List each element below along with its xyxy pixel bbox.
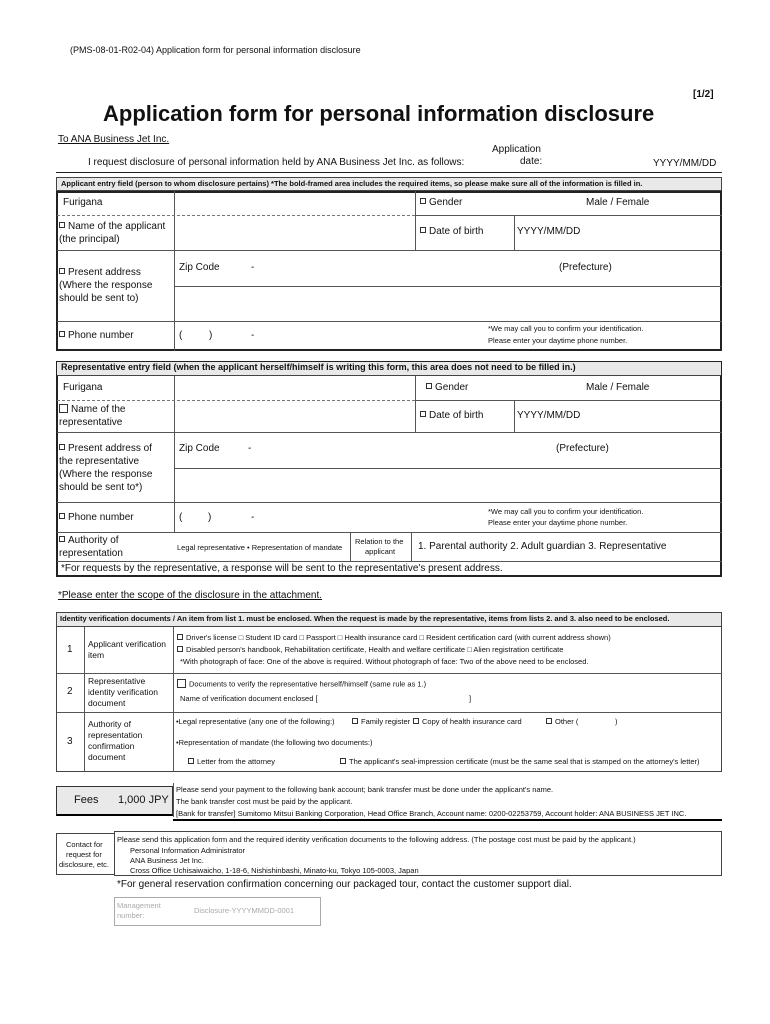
identity-num-divider — [84, 627, 85, 772]
rep-dob-label-text: Date of birth — [429, 410, 484, 421]
rep-zip-dash[interactable]: - — [248, 443, 252, 454]
identity-row-2-label: Representative — [88, 676, 146, 686]
identity-row-2-line-1 — [177, 679, 426, 690]
rep-furigana-input[interactable] — [175, 377, 414, 399]
rep-address-label-2: the representative — [59, 456, 140, 467]
other-option-close: ) — [615, 717, 618, 726]
identity-row-1-num: 1 — [67, 644, 73, 655]
rep-phone-note-1: *We may call you to confirm your identification. — [488, 507, 644, 516]
applicant-phone-paren-open[interactable]: ( — [179, 330, 183, 341]
application-date-label: Application — [492, 144, 541, 155]
rep-authority-label-text: Authority of — [68, 535, 119, 546]
applicant-dob-value[interactable]: YYYY/MM/DD — [517, 226, 581, 237]
rep-relation-divider-2 — [411, 532, 412, 561]
applicant-address-bottom — [57, 321, 722, 322]
other-option — [546, 717, 578, 726]
identity-row-1-line-1 — [177, 633, 611, 642]
rep-gender-label — [426, 382, 468, 394]
applicant-zip-label: Zip Code — [179, 262, 220, 273]
checkbox-icon[interactable] — [59, 513, 65, 519]
header-rule — [56, 172, 722, 173]
rep-prefecture[interactable]: (Prefecture) — [556, 443, 609, 454]
rep-relation-divider-1 — [350, 532, 351, 561]
rep-col-divider-3 — [514, 400, 515, 432]
health-insurance-copy-option-text: Copy of health insurance card — [422, 717, 522, 726]
applicant-dob-label-text: Date of birth — [429, 226, 484, 237]
identity-row-2-label-3: document — [88, 698, 126, 708]
identity-row-2-line-2-close: ] — [469, 694, 472, 703]
contact-label-2: request for — [66, 850, 102, 859]
checkbox-icon[interactable] — [59, 404, 68, 413]
applicant-furigana-label: Furigana — [63, 197, 103, 208]
rep-address-label-4: should be sent to*) — [59, 482, 143, 493]
checkbox-icon[interactable] — [420, 198, 426, 204]
applicant-name-bottom — [57, 250, 722, 251]
identity-row-1-line-2-text: Disabled person's handbook, Rehabilitation certificate, Health and welfare certificate □ Alien registration certificate — [186, 645, 564, 654]
identity-row-2-line-2: Name of verification document enclosed [ — [180, 694, 318, 703]
addressee: To ANA Business Jet Inc. — [58, 134, 170, 145]
rep-relation-options[interactable]: 1. Parental authority 2. Adult guardian 3. Representative — [418, 541, 667, 552]
applicant-name-input[interactable] — [175, 216, 414, 249]
management-number-label: Management — [117, 901, 161, 910]
rep-dob-value[interactable]: YYYY/MM/DD — [517, 410, 581, 421]
checkbox-icon[interactable] — [59, 222, 65, 228]
scope-note: *Please enter the scope of the disclosure in the attachment. — [58, 590, 323, 601]
applicant-phone-label-text: Phone number — [68, 330, 134, 341]
attorney-letter-option-text: Letter from the attorney — [197, 757, 275, 766]
identity-row-3-num: 3 — [67, 736, 73, 747]
rep-footer-note: *For requests by the representative, a response will be sent to the representative's present address. — [61, 563, 503, 574]
identity-row-3-line-2: •Representation of mandate (the following two documents:) — [176, 738, 373, 747]
page-indicator: [1/2] — [693, 89, 714, 100]
family-register-option-text: Family register — [361, 717, 411, 726]
applicant-address-label-3: should be sent to) — [59, 293, 139, 304]
rep-relation-label-2: applicant — [365, 547, 396, 556]
checkbox-icon[interactable] — [420, 411, 426, 417]
rep-name-input[interactable] — [175, 401, 414, 431]
page-title: Application form for personal information disclosure — [103, 101, 655, 126]
identity-row-1-line-3: *With photograph of face: One of the above is required. Without photograph of face: Two of the above need to be enclosed. — [180, 657, 589, 666]
representative-banner — [57, 362, 721, 376]
rep-phone-paren-open[interactable]: ( — [179, 512, 183, 523]
rep-gender-divider — [415, 400, 722, 401]
checkbox-icon[interactable] — [177, 646, 183, 652]
applicant-phone-dash[interactable]: - — [251, 330, 255, 341]
representative-banner-text: Representative entry field (when the applicant herself/himself is writing this form, this area does not need to be filled in.) — [61, 362, 576, 372]
fees-bottom-rule — [173, 819, 722, 821]
seal-certificate-option-text: The applicant's seal-impression certificate (must be the same seal that is stamped on the attorney's letter) — [349, 757, 700, 766]
applicant-phone-note-2: Please enter your daytime phone number. — [488, 336, 628, 345]
rep-gender-label-text: Gender — [435, 382, 469, 393]
rep-name-label — [59, 404, 125, 416]
checkbox-icon[interactable] — [59, 268, 65, 274]
rep-authority-bottom — [57, 561, 722, 562]
checkbox-icon[interactable] — [413, 718, 419, 724]
rep-phone-note-2: Please enter your daytime phone number. — [488, 518, 628, 527]
rep-phone-bottom — [57, 532, 722, 533]
identity-row-3-label-3: confirmation — [88, 741, 135, 751]
identity-banner — [57, 613, 721, 627]
applicant-col-divider-3 — [514, 215, 515, 250]
fees-amount: 1,000 JPY — [118, 794, 169, 806]
identity-row-3-label: Authority of — [88, 719, 131, 729]
checkbox-icon[interactable] — [352, 718, 358, 724]
applicant-dob-label — [420, 226, 483, 238]
identity-row-3-label-2: representation — [88, 730, 143, 740]
rep-phone-paren-close[interactable]: ) — [208, 512, 212, 523]
applicant-gender-label — [420, 197, 462, 209]
contact-label: Contact for — [66, 840, 103, 849]
rep-phone-label — [59, 512, 134, 524]
rep-address-label-text: Present address of — [68, 443, 152, 454]
applicant-banner — [56, 177, 722, 191]
application-date-value[interactable]: YYYY/MM/DD — [653, 158, 717, 169]
checkbox-icon[interactable] — [188, 758, 194, 764]
applicant-address-label-2: (Where the response — [59, 280, 153, 291]
rep-name-label-text: Name of the — [71, 404, 126, 416]
identity-row-1-label: Applicant verification — [88, 639, 166, 649]
checkbox-icon[interactable] — [340, 758, 346, 764]
checkbox-icon[interactable] — [420, 227, 426, 233]
checkbox-icon[interactable] — [177, 679, 186, 688]
rep-dob-label — [420, 410, 483, 422]
applicant-name-label-text: Name of the applicant — [68, 221, 166, 232]
applicant-gender-label-text: Gender — [429, 197, 463, 208]
identity-row-3-label-4: document — [88, 752, 126, 762]
fees-line-3: [Bank for transfer] Sumitomo Mitsui Banking Corporation, Head Office Branch, Account name: 0200-02253759, Account holder: ANA BUSINESS JET INC. — [176, 809, 687, 818]
applicant-prefecture[interactable]: (Prefecture) — [559, 262, 612, 273]
other-option-text: Other ( — [555, 717, 579, 726]
applicant-phone-label — [59, 330, 134, 342]
identity-row-2-label-2: identity verification — [88, 687, 158, 697]
checkbox-icon[interactable] — [426, 383, 432, 389]
contact-line-3: ANA Business Jet Inc. — [130, 856, 204, 865]
identity-row-2-bottom — [57, 712, 722, 713]
rep-authority-label — [59, 535, 119, 547]
rep-gender-value[interactable]: Male / Female — [586, 382, 650, 393]
applicant-address-label — [59, 267, 141, 279]
identity-row-1-label-2: item — [88, 650, 105, 660]
applicant-phone-paren-close[interactable]: ) — [209, 330, 213, 341]
fees-label: Fees — [74, 794, 99, 806]
applicant-col-divider-2 — [415, 191, 416, 250]
identity-banner-text: Identity verification documents / An item from list 1. must be enclosed. When the request is made by the representative, items from lists 2. and 3. also need to be enclosed. — [60, 614, 670, 623]
identity-row-3-line-1: •Legal representative (any one of the following:) — [176, 717, 335, 726]
applicant-name-label-2: (the principal) — [59, 234, 120, 245]
applicant-phone-note-1: *We may call you to confirm your identification. — [488, 324, 644, 333]
health-insurance-copy-option — [413, 717, 522, 726]
identity-row-2-num: 2 — [67, 686, 73, 697]
request-statement: I request disclosure of personal information held by ANA Business Jet Inc. as follows: — [88, 157, 465, 168]
checkbox-icon[interactable] — [59, 444, 65, 450]
applicant-name-label — [59, 221, 165, 233]
rep-zip-label: Zip Code — [179, 443, 220, 454]
rep-address-input[interactable] — [175, 469, 721, 501]
family-register-option — [352, 717, 410, 726]
rep-name-bottom — [57, 432, 722, 433]
identity-row-1-bottom — [57, 673, 722, 674]
rep-relation-label: Relation to the — [355, 537, 404, 546]
identity-row-1-line-1-text: Driver's license □ Student ID card □ Passport □ Health insurance card □ Resident certification card (with current address shown) — [186, 633, 611, 642]
seal-certificate-option — [340, 757, 700, 766]
applicant-address-input[interactable] — [175, 287, 721, 320]
rep-address-label — [59, 443, 152, 455]
applicant-zip-dash[interactable]: - — [251, 262, 255, 273]
general-reservation-note: *For general reservation confirmation concerning our packaged tour, contact the customer support dial. — [117, 879, 572, 890]
checkbox-icon[interactable] — [59, 536, 65, 542]
applicant-furigana-input[interactable] — [175, 192, 414, 214]
rep-phone-label-text: Phone number — [68, 512, 134, 523]
rep-address-bottom — [57, 502, 722, 503]
contact-label-3: disclosure, etc. — [59, 860, 110, 869]
rep-col-divider-2 — [415, 376, 416, 432]
fees-line-1: Please send your payment to the following bank account; bank transfer must be done under the applicant's name. — [176, 785, 554, 794]
identity-row-1-line-2 — [177, 645, 563, 654]
rep-authority-label-2: representation — [59, 548, 123, 559]
identity-row-2-line-1-text: Documents to verify the representative herself/himself (same rule as 1.) — [189, 679, 427, 689]
applicant-address-label-text: Present address — [68, 267, 141, 278]
identity-label-divider — [173, 627, 174, 772]
rep-furigana-label: Furigana — [63, 382, 103, 393]
application-date-label-2: date: — [520, 156, 543, 167]
fees-divider — [173, 783, 174, 817]
applicant-banner-text: Applicant entry field (person to whom disclosure pertains) *The bold-framed area includes the required items, so please make sure all of the information is filled in. — [61, 179, 643, 188]
attorney-letter-option — [188, 757, 275, 766]
rep-address-label-3: (Where the response — [59, 469, 153, 480]
contact-line-2: Personal Information Administrator — [130, 846, 246, 855]
contact-line-1: Please send this application form and the required identity verification documents to the following address. (The postage cost must be paid by the applicant.) — [117, 835, 636, 844]
verification-document-input[interactable] — [330, 693, 466, 703]
checkbox-icon[interactable] — [177, 634, 183, 640]
management-number-label-2: number: — [117, 911, 145, 920]
rep-phone-dash[interactable]: - — [251, 512, 255, 523]
contact-line-4: Cross Office Uchisaiwaicho, 1-18-6, Nishishinbashi, Minato-ku, Tokyo 105-0003, Japan — [130, 866, 419, 875]
checkbox-icon[interactable] — [59, 331, 65, 337]
applicant-gender-value[interactable]: Male / Female — [586, 197, 650, 208]
document-code: (PMS-08-01-R02-04) Application form for personal information disclosure — [70, 45, 361, 55]
rep-name-label-2: representative — [59, 417, 123, 428]
rep-authority-options[interactable]: Legal representative • Representation of mandate — [177, 543, 343, 552]
management-number-value: Disclosure-YYYYMMDD-0001 — [194, 906, 295, 915]
fees-line-2: The bank transfer cost must be paid by the applicant. — [176, 797, 353, 806]
applicant-gender-divider — [415, 215, 722, 216]
checkbox-icon[interactable] — [546, 718, 552, 724]
